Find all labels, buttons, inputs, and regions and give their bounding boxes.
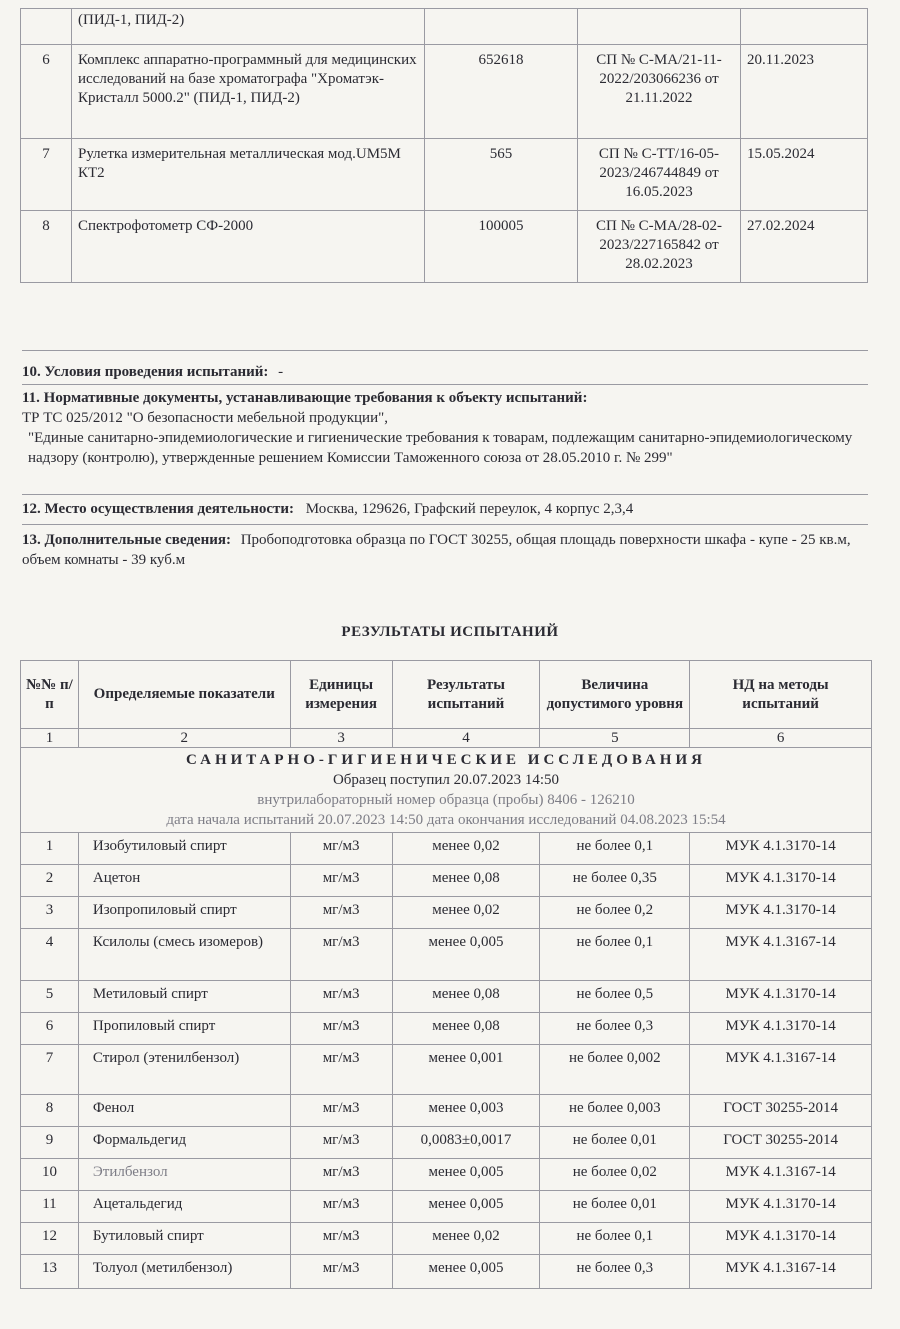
result-value: менее 0,005 [392, 1255, 540, 1289]
table-row [21, 1095, 872, 1127]
method: МУК 4.1.3170-14 [690, 1223, 872, 1255]
row-number: 9 [21, 1127, 79, 1159]
equipment-name: Комплекс аппаратно-программный для медицинских исследований на базе хроматографа "Хроматэк-Кристалл 5000.2" (ПИД-1, ПИД-2) [72, 45, 425, 139]
serial-number: 652618 [425, 45, 578, 139]
table-row [21, 1159, 872, 1191]
result-value: менее 0,005 [392, 929, 540, 981]
row-number: 3 [21, 897, 79, 929]
result-value: менее 0,02 [392, 833, 540, 865]
indicator-name: Изобутиловый спирт [78, 833, 290, 865]
col-index: 3 [290, 729, 392, 748]
section-header-cell [21, 748, 872, 833]
limit-value: не более 0,5 [540, 981, 690, 1013]
col-index: 2 [78, 729, 290, 748]
table-row [21, 211, 868, 283]
indicator-name: Ацетальдегид [78, 1191, 290, 1223]
table-row [21, 833, 872, 865]
col-header-unit: Единицы измерения [290, 661, 392, 729]
certificate: СП № С-МА/21-11-2022/203066236 от 21.11.2022 [578, 45, 741, 139]
indicator-name: Этилбензол [78, 1159, 290, 1191]
result-value: менее 0,003 [392, 1095, 540, 1127]
results-title: РЕЗУЛЬТАТЫ ИСПЫТАНИЙ [341, 624, 559, 640]
method: МУК 4.1.3170-14 [690, 981, 872, 1013]
table-row [21, 1013, 872, 1045]
indicator-name: Бутиловый спирт [78, 1223, 290, 1255]
row-number: 13 [21, 1255, 79, 1289]
unit: мг/м3 [290, 1013, 392, 1045]
indicator-name: Метиловый спирт [78, 981, 290, 1013]
method: МУК 4.1.3170-14 [690, 897, 872, 929]
row-number: 4 [21, 929, 79, 981]
unit: мг/м3 [290, 981, 392, 1013]
limit-value: не более 0,003 [540, 1095, 690, 1127]
method: МУК 4.1.3167-14 [690, 1045, 872, 1095]
divider [22, 384, 868, 385]
row-number: 12 [21, 1223, 79, 1255]
result-value: менее 0,08 [392, 865, 540, 897]
table-row [21, 981, 872, 1013]
col-header-limit: Величина допустимого уровня [540, 661, 690, 729]
valid-until: 27.02.2024 [741, 211, 868, 283]
method: МУК 4.1.3167-14 [690, 929, 872, 981]
method: МУК 4.1.3170-14 [690, 1013, 872, 1045]
method: МУК 4.1.3170-14 [690, 833, 872, 865]
method: ГОСТ 30255-2014 [690, 1095, 872, 1127]
limit-value: не более 0,01 [540, 1127, 690, 1159]
table-row [21, 929, 872, 981]
section-13 [22, 530, 868, 570]
table-row [21, 45, 868, 139]
col-header-indicator: Определяемые показатели [78, 661, 290, 729]
method: МУК 4.1.3170-14 [690, 1191, 872, 1223]
col-index: 6 [690, 729, 872, 748]
divider [22, 350, 868, 351]
indicator-name: Фенол [78, 1095, 290, 1127]
section-12 [22, 499, 868, 519]
col-header-result: Результаты испытаний [392, 661, 540, 729]
unit: мг/м3 [290, 1191, 392, 1223]
unit: мг/м3 [290, 1223, 392, 1255]
unit: мг/м3 [290, 929, 392, 981]
row-number: 1 [21, 833, 79, 865]
method: МУК 4.1.3167-14 [690, 1159, 872, 1191]
row-number: 6 [21, 45, 72, 139]
limit-value: не более 0,3 [540, 1255, 690, 1289]
certificate: СП № С-МА/28-02-2023/227165842 от 28.02.2023 [578, 211, 741, 283]
section-10-label: 10. Условия проведения испытаний: [22, 364, 269, 380]
indicator-name: Формальдегид [78, 1127, 290, 1159]
row-number: 10 [21, 1159, 79, 1191]
indicator-name: Пропиловый спирт [78, 1013, 290, 1045]
column-index-row [21, 729, 872, 748]
equipment-name: Спектрофотометр СФ-2000 [72, 211, 425, 283]
unit: мг/м3 [290, 897, 392, 929]
unit: мг/м3 [290, 1159, 392, 1191]
serial-number [425, 9, 578, 45]
table-row [21, 1191, 872, 1223]
unit: мг/м3 [290, 1045, 392, 1095]
result-value: менее 0,02 [392, 1223, 540, 1255]
table-row [21, 1127, 872, 1159]
section-title: САНИТАРНО-ГИГИЕНИЧЕСКИЕ ИССЛЕДОВАНИЯ [186, 752, 706, 768]
limit-value: не более 0,1 [540, 1223, 690, 1255]
section-10 [22, 362, 868, 382]
section-11 [22, 388, 868, 468]
indicator-name: Ксилолы (смесь изомеров) [78, 929, 290, 981]
section-12-value: Москва, 129626, Графский переулок, 4 корпус 2,3,4 [305, 501, 634, 517]
row-number: 7 [21, 139, 72, 211]
equipment-name: Рулетка измерительная металлическая мод.UM5M КТ2 [72, 139, 425, 211]
table-row [21, 139, 868, 211]
method: МУК 4.1.3167-14 [690, 1255, 872, 1289]
row-number [21, 9, 72, 45]
section-11-line2: "Единые санитарно-эпидемиологические и гигиенические требования к товарам, подлежащим санитарно-эпидемиологическому надзору (контролю), утвержденные решением Комиссии Таможенного союза от 28.05.2010 г. № 299" [28, 430, 853, 466]
limit-value: не более 0,002 [540, 1045, 690, 1095]
limit-value: не более 0,3 [540, 1013, 690, 1045]
equipment-name: (ПИД-1, ПИД-2) [72, 9, 425, 45]
table-row [21, 1255, 872, 1289]
section-11-line1: ТР ТС 025/2012 "О безопасности мебельной продукции", [22, 410, 388, 426]
unit: мг/м3 [290, 1127, 392, 1159]
section-10-value: - [278, 364, 284, 380]
valid-until: 20.11.2023 [741, 45, 868, 139]
limit-value: не более 0,35 [540, 865, 690, 897]
section-header-row [21, 748, 872, 833]
limit-value: не более 0,02 [540, 1159, 690, 1191]
section-13-value: Пробоподготовка образца по ГОСТ 30255, общая площадь поверхности шкафа - купе - 25 кв.м, объем комнаты - 39 куб.м [22, 532, 851, 568]
row-number: 7 [21, 1045, 79, 1095]
sample-number: внутрилабораторный номер образца (пробы) 8406 - 126210 [257, 792, 635, 808]
result-value: менее 0,005 [392, 1159, 540, 1191]
limit-value: не более 0,01 [540, 1191, 690, 1223]
row-number: 6 [21, 1013, 79, 1045]
valid-until: 15.05.2024 [741, 139, 868, 211]
certificate [578, 9, 741, 45]
result-value: менее 0,02 [392, 897, 540, 929]
certificate: СП № С-ТТ/16-05-2023/246744849 от 16.05.2023 [578, 139, 741, 211]
equipment-table [20, 8, 868, 283]
method: ГОСТ 30255-2014 [690, 1127, 872, 1159]
indicator-name: Ацетон [78, 865, 290, 897]
table-row [21, 897, 872, 929]
row-number: 8 [21, 211, 72, 283]
result-value: менее 0,08 [392, 1013, 540, 1045]
result-value: менее 0,08 [392, 981, 540, 1013]
limit-value: не более 0,1 [540, 833, 690, 865]
result-value: менее 0,005 [392, 1191, 540, 1223]
table-row [21, 1223, 872, 1255]
header-row [21, 661, 872, 729]
results-table [20, 660, 872, 1289]
section-11-label: 11. Нормативные документы, устанавливающие требования к объекту испытаний: [22, 390, 588, 406]
col-index: 1 [21, 729, 79, 748]
row-number: 11 [21, 1191, 79, 1223]
section-12-label: 12. Место осуществления деятельности: [22, 501, 295, 517]
col-index: 5 [540, 729, 690, 748]
result-value: 0,0083±0,0017 [392, 1127, 540, 1159]
col-header-method: НД на методы испытаний [690, 661, 872, 729]
sample-received: Образец поступил 20.07.2023 14:50 [332, 772, 560, 788]
row-number: 8 [21, 1095, 79, 1127]
unit: мг/м3 [290, 1255, 392, 1289]
limit-value: не более 0,2 [540, 897, 690, 929]
result-value: менее 0,001 [392, 1045, 540, 1095]
divider [22, 524, 868, 525]
unit: мг/м3 [290, 833, 392, 865]
indicator-name: Толуол (метилбензол) [78, 1255, 290, 1289]
col-header-number: №№ п/п [21, 661, 79, 729]
row-number: 5 [21, 981, 79, 1013]
section-13-label: 13. Дополнительные сведения: [22, 532, 231, 548]
limit-value: не более 0,1 [540, 929, 690, 981]
table-row [21, 9, 868, 45]
divider [22, 494, 868, 495]
table-row [21, 865, 872, 897]
unit: мг/м3 [290, 1095, 392, 1127]
valid-until [741, 9, 868, 45]
col-index: 4 [392, 729, 540, 748]
method: МУК 4.1.3170-14 [690, 865, 872, 897]
serial-number: 100005 [425, 211, 578, 283]
unit: мг/м3 [290, 865, 392, 897]
table-row [21, 1045, 872, 1095]
serial-number: 565 [425, 139, 578, 211]
test-dates: дата начала испытаний 20.07.2023 14:50 дата окончания исследований 04.08.2023 15:54 [166, 812, 726, 828]
indicator-name: Изопропиловый спирт [78, 897, 290, 929]
row-number: 2 [21, 865, 79, 897]
indicator-name: Стирол (этенилбензол) [78, 1045, 290, 1095]
